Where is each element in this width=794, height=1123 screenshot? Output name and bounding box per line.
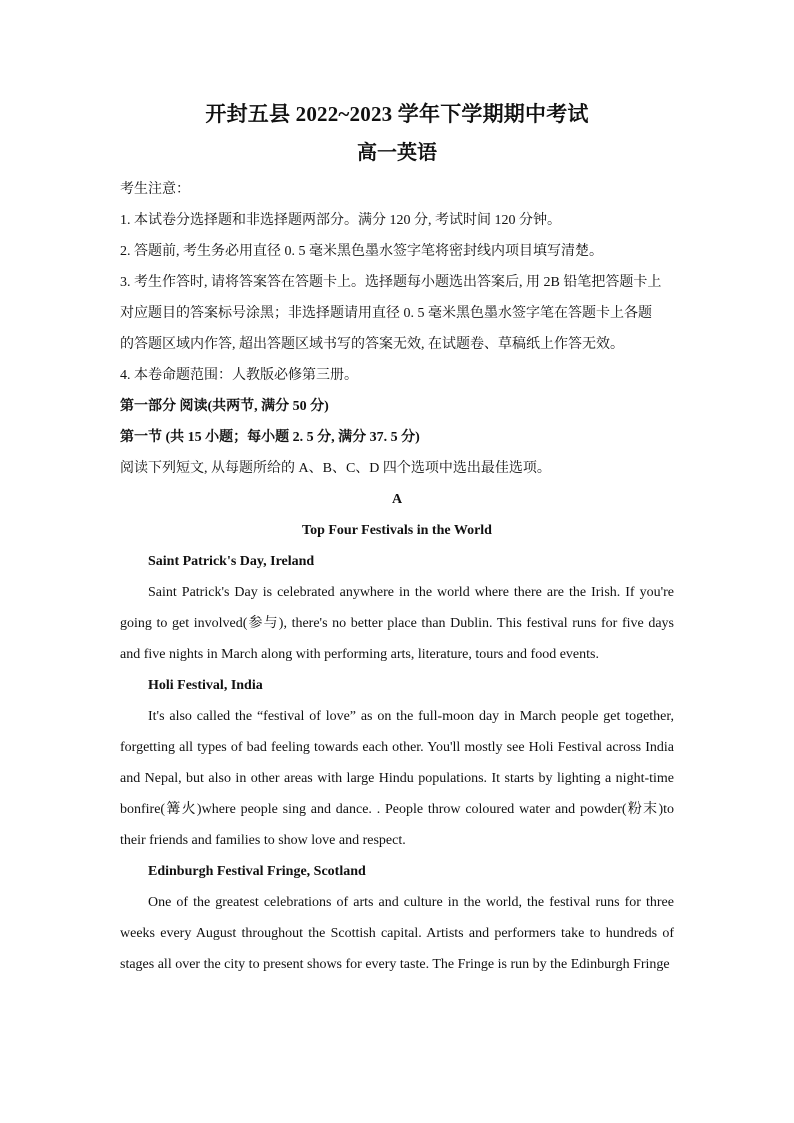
reading-instruction: 阅读下列短文, 从每题所给的 A、B、C、D 四个选项中选出最佳选项。 [120, 461, 551, 476]
passage-letter: A [391, 492, 403, 507]
exam-page [120, 100, 674, 980]
section-one-title: 第一节 (共 15 小题；每小题 2. 5 分, 满分 37. 5 分) [120, 430, 420, 445]
festival-text-edinburgh: One of the greatest celebrations of arts and culture in the world, the festival runs for three weeks every August throughout the Scottish capital. Artists and performers take to hundreds of stages all over the city to present shows for every taste. The Fringe is run by the Edinburgh Fringe [120, 895, 674, 972]
exam-title: 开封五县 2022~2023 学年下学期期中考试 [205, 102, 589, 126]
note-item-3: 3. 考生作答时, 请将答案答在答题卡上。选择题每小题选出答案后, 用 2B 铅笔把答题卡上 [120, 275, 662, 290]
note-item-3-cont-1: 对应题目的答案标号涂黑；非选择题请用直径 0. 5 毫米黑色墨水签字笔在答题卡上各题 [120, 306, 652, 321]
festival-text-holi: It's also called the “festival of love” as on the full-moon day in March people get together, forgetting all types of bad feeling towards each other. You'll mostly see Holi Festival across India and Nepal, but also in other areas with large Hindu populations. It starts by lighting a night-time bonfire(篝火)where people sing and dance. . People throw coloured water and powder(粉末)to their friends and families to show love and respect. [120, 709, 674, 848]
note-item-1: 1. 本试卷分选择题和非选择题两部分。满分 120 分, 考试时间 120 分钟。 [120, 213, 561, 228]
part-one-title: 第一部分 阅读(共两节, 满分 50 分) [120, 399, 329, 414]
note-item-3-cont-2: 的答题区域内作答, 超出答题区域书写的答案无效, 在试题卷、草稿纸上作答无效。 [120, 337, 624, 352]
notes-header: 考生注意： [120, 182, 190, 197]
festival-heading-holi: Holi Festival, India [148, 678, 263, 693]
note-item-4: 4. 本卷命题范围：人教版必修第三册。 [120, 368, 358, 383]
passage-title: Top Four Festivals in the World [302, 523, 492, 538]
festival-text-saint-patrick: Saint Patrick's Day is celebrated anywhere in the world where there are the Irish. If you're going to get involved(参与), there's no better place than Dublin. This festival runs for five days and five nights in March along with performing arts, literature, tours and food events. [120, 585, 674, 662]
exam-subject: 高一英语 [357, 142, 437, 164]
festival-heading-edinburgh: Edinburgh Festival Fringe, Scotland [148, 864, 366, 879]
festival-heading-saint-patrick: Saint Patrick's Day, Ireland [148, 554, 315, 569]
note-item-2: 2. 答题前, 考生务必用直径 0. 5 毫米黑色墨水签字笔将密封线内项目填写清楚。 [120, 244, 603, 259]
